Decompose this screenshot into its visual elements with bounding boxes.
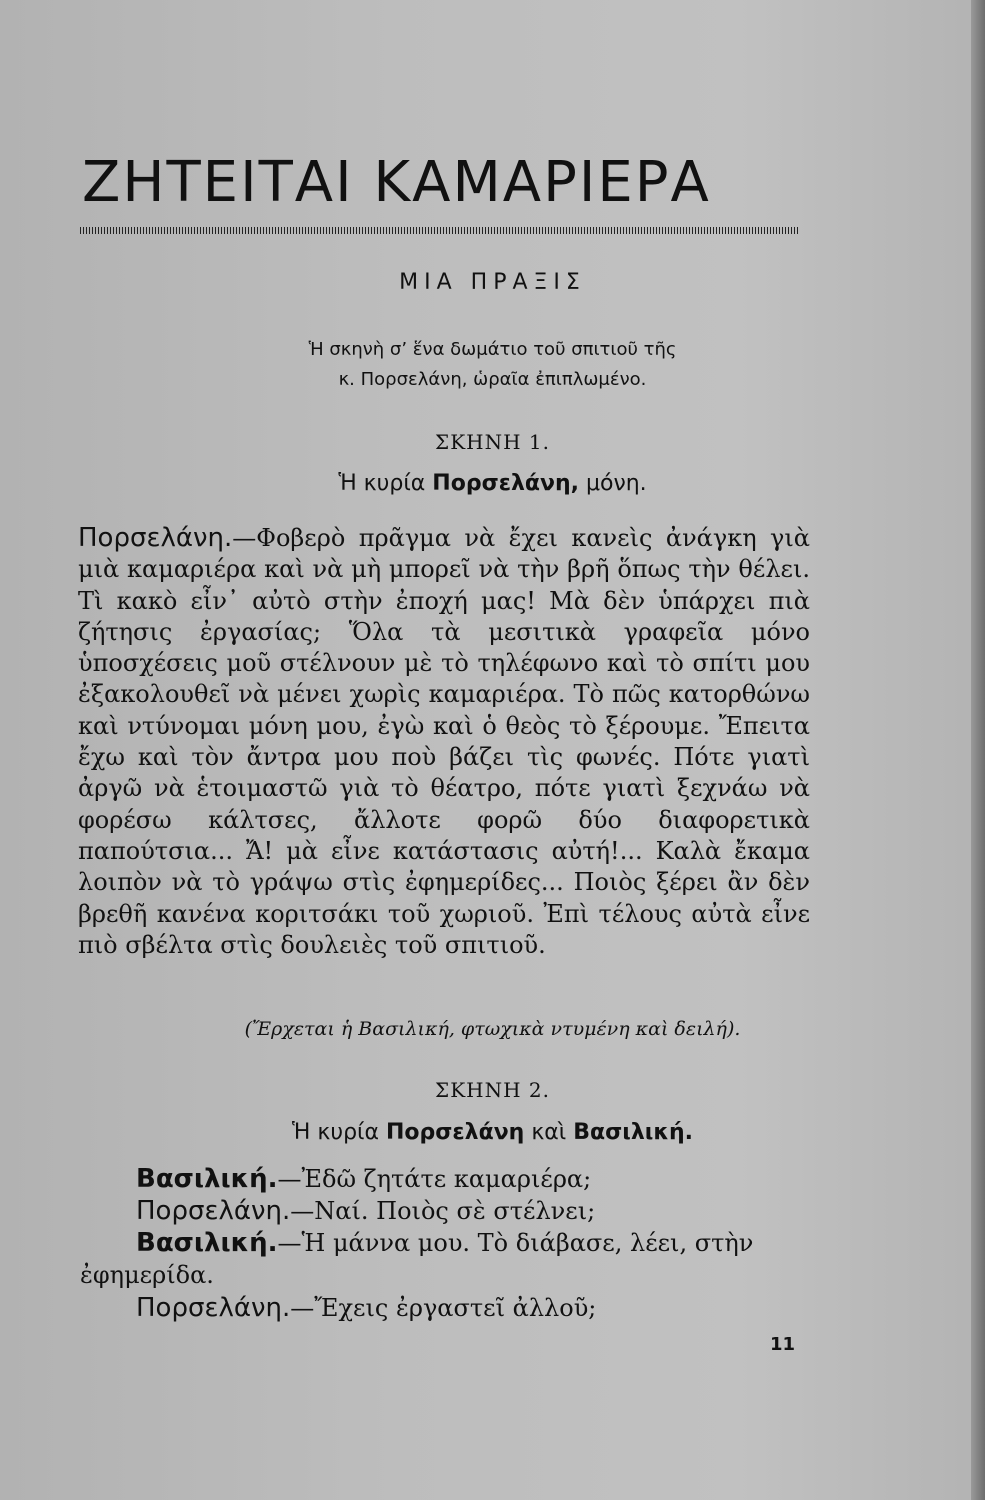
line-text: —Ναί. Ποιὸς σὲ στέλνει;: [290, 1197, 596, 1225]
title-rule: [80, 227, 798, 234]
scene-2-heading: ΣΚΗΝΗ 2.: [435, 1078, 550, 1102]
dialogue-line: [136, 1227, 810, 1259]
cast-name-2: Βασιλική.: [573, 1120, 693, 1145]
cast-mid: καὶ: [524, 1120, 574, 1145]
page-number: 11: [770, 1334, 796, 1355]
cast-prefix: Ἡ κυρία: [292, 1120, 386, 1145]
setting-line-1: Ἡ σκηνὴ σ’ ἕνα δωμάτιο τοῦ σπιτιοῦ τῆς: [308, 339, 677, 360]
scene-1-cast: [0, 471, 985, 496]
dialogue-line: [136, 1292, 810, 1324]
scene-1-heading: ΣΚΗΝΗ 1.: [435, 430, 550, 454]
cast-suffix: μόνη.: [579, 471, 647, 496]
speaker-name: Πορσελάνη.: [136, 1293, 291, 1323]
play-subtitle: ΜΙΑ ΠΡΑΞΙΣ: [399, 270, 586, 295]
speaker-name: Πορσελάνη.: [78, 523, 233, 553]
speaker-name: Βασιλική.: [136, 1164, 278, 1194]
play-title: ΖΗΤΕΙΤΑΙ ΚΑΜΑΡΙΕΡΑ: [82, 150, 711, 215]
stage-direction: (Ἔρχεται ἡ Βασιλική, φτωχικὰ ντυμένη καὶ δειλή).: [244, 1018, 741, 1040]
page-edge-shadow: [971, 0, 985, 1500]
line-text: —Ἔχεις ἐργαστεῖ ἀλλοῦ;: [290, 1294, 597, 1322]
line-text: —Ἐδῶ ζητάτε καμαριέρα;: [277, 1165, 592, 1193]
dialogue-continuation: ἐφημερίδα.: [80, 1261, 214, 1289]
line-text: —Ἡ μάννα μου. Τὸ διάβασε, λέει, στὴν: [277, 1229, 754, 1257]
speaker-name: Πορσελάνη.: [136, 1196, 291, 1226]
cast-name-1: Πορσελάνη: [386, 1120, 525, 1145]
cast-name: Πορσελάνη,: [432, 471, 579, 496]
dialogue-line: [136, 1163, 810, 1195]
scene-2-cast: [0, 1120, 985, 1145]
speaker-name: Βασιλική.: [136, 1228, 278, 1258]
dialogue-line: [136, 1195, 810, 1227]
cast-prefix: Ἡ κυρία: [338, 471, 433, 496]
speech-text: —Φοβερὸ πρᾶγμα νὰ ἔχει κανεὶς ἀνάγκη γιὰ μιὰ καμαριέρα καὶ νὰ μὴ μπορεῖ νὰ τὴν βρῆ ὅπως τὴν θέλει. Τὶ κακὸ εἶν᾽ αὐτὸ στὴν ἐποχή μας! Μὰ δὲν ὑπάρχει πιὰ ζήτησις ἐργασίας; Ὅλα τὰ μεσιτικὰ γραφεῖα μόνο ὑποσχέσεις μοῦ στέλνουν μὲ τὸ τηλέφωνο καὶ τὸ σπίτι μου ἐξακολουθεῖ νὰ μένει χωρὶς καμαριέρα. Τὸ πῶς κατορθώνω καὶ ντύνομαι μόνη μου, ἐγὼ καὶ ὁ θεὸς τὸ ξέρουμε. Ἔπειτα ἔχω καὶ τὸν ἄντρα μου ποὺ βάζει τὶς φωνές. Πότε γιατὶ ἀργῶ νὰ ἑτοιμαστῶ γιὰ τὸ θέατρο, πότε γιατὶ ξεχνάω νὰ φορέσω κάλτσες, ἄλλοτε φορῶ δύο διαφορετικὰ παπούτσια... Ἄ! μὰ εἶνε κατάστασις αὐτή!... Καλὰ ἔκαμα λοιπὸν νὰ τὸ γράψω στὶς ἐφημερίδες... Ποιὸς ξέρει ἂν δὲν βρεθῆ κανένα κοριτσάκι τοῦ χωριοῦ. Ἐπὶ τέλους αὐτὰ εἶνε πιὸ σβέλτα στὶς δουλειὲς τοῦ σπιτιοῦ.: [78, 524, 810, 959]
scene-1-monologue: [78, 523, 810, 961]
setting-line-2: κ. Πορσελάνη, ὡραῖα ἐπιπλωμένο.: [338, 369, 647, 390]
